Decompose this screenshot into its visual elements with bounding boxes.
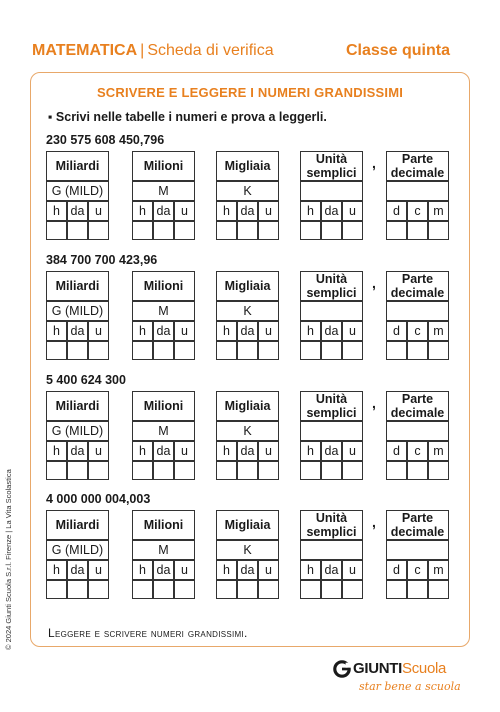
digit-input-cell[interactable]: [153, 580, 174, 599]
header-parte-decimale: Parte decimale: [386, 151, 449, 181]
digit-input-cell[interactable]: [174, 341, 195, 360]
place-label: d: [386, 321, 407, 341]
decimal-comma: ,: [372, 395, 376, 411]
header-miliardi: Miliardi: [46, 271, 109, 301]
exercise-number: 4 000 000 004,003: [46, 492, 151, 506]
header-miliardi: Miliardi: [46, 151, 109, 181]
digit-input-cell[interactable]: [216, 341, 237, 360]
digit-input-cell[interactable]: [321, 461, 342, 480]
digit-input-cell[interactable]: [46, 461, 67, 480]
place-label: c: [407, 321, 428, 341]
class-letter-empty: [386, 181, 449, 201]
class-letter-empty: [300, 301, 363, 321]
place-label: da: [67, 321, 88, 341]
place-label: h: [300, 201, 321, 221]
place-label: da: [321, 441, 342, 461]
digit-input-cell[interactable]: [258, 461, 279, 480]
place-label: h: [46, 321, 67, 341]
place-label: da: [153, 201, 174, 221]
place-label: d: [386, 441, 407, 461]
class-letter: K: [216, 540, 279, 560]
digit-input-cell[interactable]: [67, 580, 88, 599]
header-migliaia: Migliaia: [216, 510, 279, 540]
header-miliardi: Miliardi: [46, 391, 109, 421]
digit-input-cell[interactable]: [428, 580, 449, 599]
grade-label: Classe quinta: [345, 42, 450, 59]
digit-input-cell[interactable]: [300, 461, 321, 480]
copyright-credit: [4, 470, 18, 650]
exercise-block: [46, 491, 456, 599]
digit-input-cell[interactable]: [216, 221, 237, 240]
digit-input-cell[interactable]: [342, 341, 363, 360]
place-label: h: [300, 321, 321, 341]
digit-input-cell[interactable]: [321, 221, 342, 240]
place-value-table: [46, 151, 451, 240]
digit-input-cell[interactable]: [88, 341, 109, 360]
digit-input-cell[interactable]: [153, 221, 174, 240]
class-letter-empty: [300, 421, 363, 441]
digit-input-cell[interactable]: [321, 341, 342, 360]
digit-input-cell[interactable]: [386, 341, 407, 360]
digit-input-cell[interactable]: [237, 461, 258, 480]
digit-input-cell[interactable]: [258, 580, 279, 599]
place-label: c: [407, 441, 428, 461]
instruction-text: ▪ Scrivi nelle tabelle i numeri e prova a leggerli.: [48, 110, 327, 124]
digit-input-cell[interactable]: [407, 461, 428, 480]
header-migliaia: Migliaia: [216, 271, 279, 301]
place-label: h: [216, 201, 237, 221]
place-label: da: [153, 560, 174, 580]
place-label: da: [321, 201, 342, 221]
footer-objective: Leggere e scrivere numeri grandissimi.: [48, 626, 248, 640]
class-letter: M: [132, 540, 195, 560]
publisher-logo: [333, 658, 461, 698]
digit-input-cell[interactable]: [300, 341, 321, 360]
digit-input-cell[interactable]: [88, 461, 109, 480]
exercise-block: [46, 252, 456, 360]
logo-brand: GIUNTI: [353, 660, 403, 677]
digit-input-cell[interactable]: [174, 461, 195, 480]
digit-input-cell[interactable]: [67, 461, 88, 480]
digit-input-cell[interactable]: [300, 580, 321, 599]
place-label: d: [386, 201, 407, 221]
digit-input-cell[interactable]: [428, 221, 449, 240]
header-unita-semplici: Unità semplici: [300, 510, 363, 540]
digit-input-cell[interactable]: [67, 341, 88, 360]
class-letter: K: [216, 301, 279, 321]
decimal-comma: ,: [372, 155, 376, 171]
place-label: h: [132, 441, 153, 461]
page-header: [32, 42, 450, 64]
digit-input-cell[interactable]: [132, 461, 153, 480]
place-label: da: [321, 560, 342, 580]
class-letter: K: [216, 181, 279, 201]
exercise-block: [46, 372, 456, 480]
place-value-table: [46, 271, 451, 360]
place-label: u: [174, 560, 195, 580]
place-label: h: [132, 560, 153, 580]
place-label: m: [428, 441, 449, 461]
exercise-number: 5 400 624 300: [46, 373, 126, 387]
digit-input-cell[interactable]: [237, 580, 258, 599]
digit-input-cell[interactable]: [321, 580, 342, 599]
place-label: h: [46, 441, 67, 461]
place-label: u: [342, 201, 363, 221]
place-label: u: [88, 201, 109, 221]
header-migliaia: Migliaia: [216, 391, 279, 421]
digit-input-cell[interactable]: [300, 221, 321, 240]
place-label: u: [342, 441, 363, 461]
digit-input-cell[interactable]: [216, 461, 237, 480]
class-letter-empty: [386, 301, 449, 321]
place-label: u: [342, 321, 363, 341]
digit-input-cell[interactable]: [46, 580, 67, 599]
place-label: u: [174, 321, 195, 341]
header-left: [32, 42, 274, 60]
digit-input-cell[interactable]: [153, 461, 174, 480]
place-label: u: [258, 441, 279, 461]
place-label: h: [46, 201, 67, 221]
place-label: u: [342, 560, 363, 580]
place-label: u: [88, 321, 109, 341]
sheet-type-label: Scheda di verifica: [147, 42, 274, 59]
class-letter-empty: [386, 540, 449, 560]
digit-input-cell[interactable]: [237, 221, 258, 240]
digit-input-cell[interactable]: [46, 221, 67, 240]
logo-wordmark: [353, 660, 446, 677]
decimal-comma: ,: [372, 275, 376, 291]
digit-input-cell[interactable]: [88, 221, 109, 240]
place-label: h: [216, 560, 237, 580]
exercise-block: [46, 132, 456, 240]
header-migliaia: Migliaia: [216, 151, 279, 181]
digit-input-cell[interactable]: [174, 221, 195, 240]
header-parte-decimale: Parte decimale: [386, 391, 449, 421]
digit-input-cell[interactable]: [342, 461, 363, 480]
digit-input-cell[interactable]: [407, 221, 428, 240]
place-label: u: [258, 201, 279, 221]
place-label: h: [132, 201, 153, 221]
place-label: h: [300, 560, 321, 580]
place-label: c: [407, 201, 428, 221]
digit-input-cell[interactable]: [174, 580, 195, 599]
digit-input-cell[interactable]: [342, 580, 363, 599]
place-label: u: [174, 441, 195, 461]
digit-input-cell[interactable]: [132, 341, 153, 360]
place-label: m: [428, 560, 449, 580]
digit-input-cell[interactable]: [258, 341, 279, 360]
logo-brand-suffix: Scuola: [402, 660, 447, 677]
place-label: h: [132, 321, 153, 341]
digit-input-cell[interactable]: [428, 461, 449, 480]
place-label: u: [258, 560, 279, 580]
place-label: c: [407, 560, 428, 580]
class-letter-empty: [300, 181, 363, 201]
place-label: da: [153, 321, 174, 341]
place-label: da: [67, 560, 88, 580]
header-parte-decimale: Parte decimale: [386, 271, 449, 301]
giunti-logo-icon: [333, 660, 351, 678]
header-unita-semplici: Unità semplici: [300, 391, 363, 421]
place-label: h: [46, 560, 67, 580]
header-milioni: Milioni: [132, 391, 195, 421]
place-value-table: [46, 391, 451, 480]
header-miliardi: Miliardi: [46, 510, 109, 540]
header-milioni: Milioni: [132, 151, 195, 181]
copyright-text: © 2024 Giunti Scuola S.r.l. Firenze | La Vita Scolastica: [4, 469, 13, 650]
place-label: da: [67, 201, 88, 221]
digit-input-cell[interactable]: [216, 580, 237, 599]
digit-input-cell[interactable]: [386, 461, 407, 480]
place-label: u: [174, 201, 195, 221]
header-parte-decimale: Parte decimale: [386, 510, 449, 540]
place-label: u: [88, 441, 109, 461]
class-letter: M: [132, 421, 195, 441]
digit-input-cell[interactable]: [386, 221, 407, 240]
digit-input-cell[interactable]: [237, 341, 258, 360]
digit-input-cell[interactable]: [67, 221, 88, 240]
class-letter-empty: [300, 540, 363, 560]
exercise-number: 230 575 608 450,796: [46, 133, 165, 147]
header-separator: |: [140, 42, 145, 59]
header-unita-semplici: Unità semplici: [300, 271, 363, 301]
place-label: u: [258, 321, 279, 341]
place-label: h: [300, 441, 321, 461]
class-letter: K: [216, 421, 279, 441]
place-label: da: [153, 441, 174, 461]
place-label: u: [88, 560, 109, 580]
place-label: da: [237, 560, 258, 580]
place-label: m: [428, 321, 449, 341]
logo-tagline: star bene a scuola: [359, 680, 461, 693]
place-label: d: [386, 560, 407, 580]
place-label: da: [237, 321, 258, 341]
class-letter: M: [132, 181, 195, 201]
digit-input-cell[interactable]: [258, 221, 279, 240]
place-label: m: [428, 201, 449, 221]
place-label: h: [216, 441, 237, 461]
class-letter: M: [132, 301, 195, 321]
digit-input-cell[interactable]: [46, 341, 67, 360]
class-letter: G (MILD): [46, 301, 109, 321]
place-label: da: [321, 321, 342, 341]
digit-input-cell[interactable]: [88, 580, 109, 599]
place-label: da: [237, 441, 258, 461]
digit-input-cell[interactable]: [407, 341, 428, 360]
header-unita-semplici: Unità semplici: [300, 151, 363, 181]
header-milioni: Milioni: [132, 271, 195, 301]
subject-label: MATEMATICA: [32, 42, 138, 59]
class-letter: G (MILD): [46, 181, 109, 201]
decimal-comma: ,: [372, 514, 376, 530]
place-value-table: [46, 510, 451, 599]
digit-input-cell[interactable]: [407, 580, 428, 599]
digit-input-cell[interactable]: [342, 221, 363, 240]
place-label: da: [237, 201, 258, 221]
digit-input-cell[interactable]: [153, 341, 174, 360]
class-letter: G (MILD): [46, 540, 109, 560]
exercise-number: 384 700 700 423,96: [46, 253, 158, 267]
worksheet-title: SCRIVERE E LEGGERE I NUMERI GRANDISSIMI: [96, 85, 404, 100]
place-label: da: [67, 441, 88, 461]
digit-input-cell[interactable]: [386, 580, 407, 599]
header-milioni: Milioni: [132, 510, 195, 540]
class-letter: G (MILD): [46, 421, 109, 441]
digit-input-cell[interactable]: [428, 341, 449, 360]
place-label: h: [216, 321, 237, 341]
digit-input-cell[interactable]: [132, 221, 153, 240]
class-letter-empty: [386, 421, 449, 441]
digit-input-cell[interactable]: [132, 580, 153, 599]
